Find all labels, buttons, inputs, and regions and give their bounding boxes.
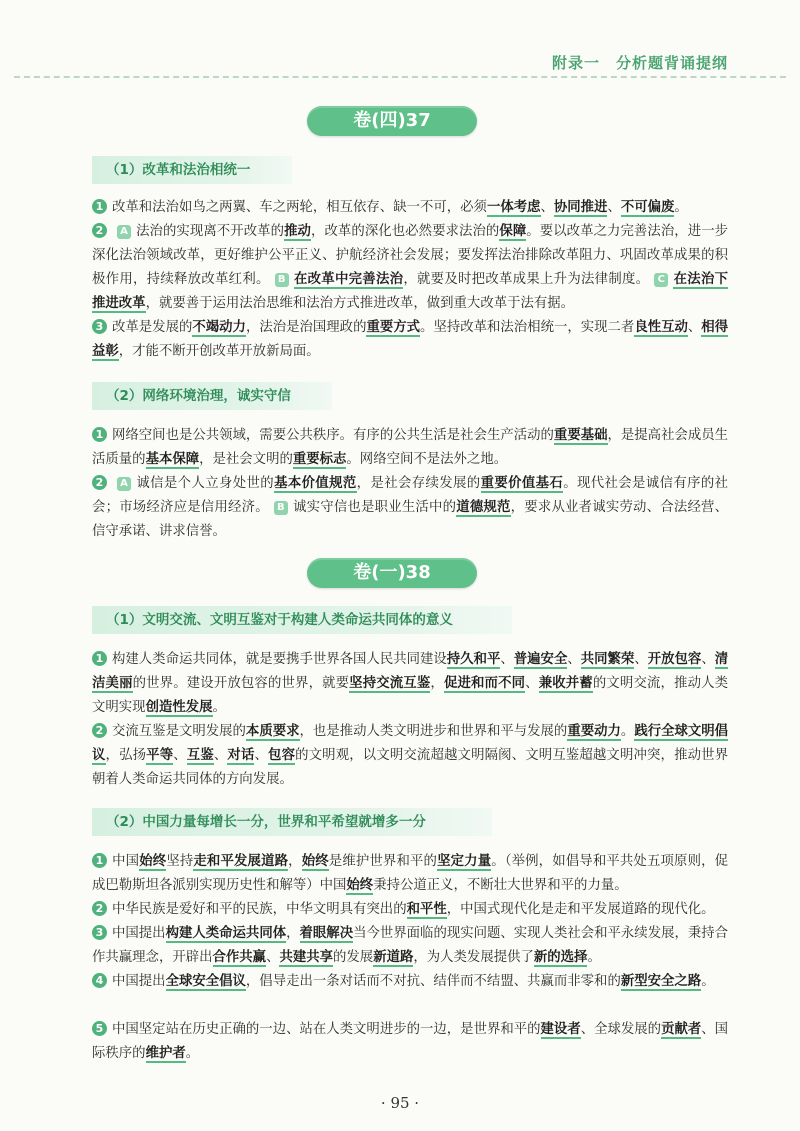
body-text: 。 xyxy=(212,700,226,715)
body-text: 。（举例，如倡导和平共处五项原则，促成巴勒斯坦各派别实现历史性和解等）中国 xyxy=(92,854,729,893)
body-text: 、 xyxy=(701,652,715,667)
body-text: 、 xyxy=(607,200,621,215)
body-text: 秉持公道正义，不断壮大世界和平的力量。 xyxy=(373,878,628,893)
body-text: ，弘扬 xyxy=(105,748,147,763)
paragraph xyxy=(92,1018,728,1066)
keyword: 重要标志 xyxy=(292,452,347,467)
item-number-badge: 1 xyxy=(92,199,107,214)
body-text: 、全球发展的 xyxy=(580,1022,662,1037)
body-text: 交流互鉴是文明发展的 xyxy=(112,724,246,739)
item-number-badge: 2 xyxy=(92,475,107,490)
section-heading: （1）改革和法治相统一 xyxy=(92,156,292,184)
keyword: 维护者 xyxy=(145,1046,186,1061)
body-text: 。 xyxy=(674,200,688,215)
keyword: 合作共赢 xyxy=(212,950,267,965)
keyword: 相得益彰 xyxy=(92,320,729,359)
body-text: 。 xyxy=(701,974,715,989)
body-text: ，中国式现代化是走和平发展道路的现代化。 xyxy=(446,902,715,917)
body-text: 、 xyxy=(634,652,648,667)
body-text: ，改革的深化也必然要求法治的 xyxy=(311,224,500,239)
keyword: 基本价值规范 xyxy=(274,476,357,491)
paragraph xyxy=(92,720,728,792)
keyword: 不可偏废 xyxy=(620,200,675,215)
keyword: 新型安全之路 xyxy=(620,974,702,989)
keyword: 践行全球文明倡议 xyxy=(92,724,729,763)
body-text: 中国提出 xyxy=(112,926,166,941)
keyword: 包容 xyxy=(268,748,296,763)
point-tag: C xyxy=(654,273,668,287)
body-text: 、 xyxy=(567,652,581,667)
paragraph xyxy=(92,648,728,720)
running-header xyxy=(0,48,800,72)
keyword: 始终 xyxy=(301,854,329,869)
page-number: · 95 · xyxy=(380,1094,420,1112)
keyword: 坚持交流互鉴 xyxy=(349,676,431,691)
keyword: 始终 xyxy=(346,878,374,893)
body-text: 、 xyxy=(266,950,280,965)
keyword: 在改革中完善法治 xyxy=(293,272,404,287)
body-text: 网络空间也是公共领域，需要公共秩序。有序的公共生活是社会生产活动的 xyxy=(112,428,554,443)
item-number-badge: 1 xyxy=(92,651,107,666)
body-text: ，就要及时把改革成果上升为法律制度。 xyxy=(403,272,650,287)
item-number-badge: 3 xyxy=(92,925,107,940)
body-text: 、 xyxy=(213,748,228,763)
body-text: 的文明观，以文明交流超越文明隔阂、文明互鉴超越文明冲突，推动世界朝着人类命运共同体的方向发展。 xyxy=(92,748,729,787)
keyword: 保障 xyxy=(499,224,527,239)
item-number-badge: 2 xyxy=(92,723,107,738)
keyword: 本质要求 xyxy=(245,724,300,739)
paragraph xyxy=(92,196,728,220)
paragraph xyxy=(92,316,728,364)
keyword: 全球安全倡议 xyxy=(165,974,246,989)
body-text: ，是提高社会成员生活质量的 xyxy=(92,428,729,467)
body-text: ，才能不断开创改革开放新局面。 xyxy=(118,344,320,359)
section-heading: （1）文明交流、文明互鉴对于构建人类命运共同体的意义 xyxy=(92,606,512,634)
keyword: 互鉴 xyxy=(186,748,214,763)
paragraph xyxy=(92,850,728,898)
keyword: 走和平发展道路 xyxy=(193,854,289,869)
body-text: 改革和法治如鸟之两翼、车之两轮，相互依存、缺一不可，必须 xyxy=(112,200,487,215)
keyword: 新道路 xyxy=(373,950,414,965)
item-number-badge: 2 xyxy=(92,223,107,238)
point-tag: B xyxy=(274,501,288,515)
item-number-badge: 2 xyxy=(92,901,107,916)
keyword: 新的选择 xyxy=(533,950,588,965)
body-text: 。要以改革之力完善法治，进一步深化法治领域改革，更好维护公平正义、护航经济社会发展；要发挥法治排除改革阻力、巩固改革成果的积极作用，持续释放改革红利。 xyxy=(92,224,729,287)
body-text: ，倡导走出一条对话而不对抗、结伴而不结盟、共赢而非零和的 xyxy=(245,974,621,989)
item-number-badge: 1 xyxy=(92,427,107,442)
keyword: 始终 xyxy=(139,854,167,869)
body-text: 、国际秩序的 xyxy=(92,1022,729,1061)
body-text: 构建人类命运共同体，就是要携手世界各国人民共同建设 xyxy=(112,652,447,667)
keyword: 创造性发展 xyxy=(145,700,213,715)
item-number-badge: 5 xyxy=(92,1021,107,1036)
body-text: 、 xyxy=(500,652,514,667)
body-text: ，是社会文明的 xyxy=(199,452,293,467)
keyword: 推动 xyxy=(284,224,311,239)
keyword: 重要价值基石 xyxy=(480,476,564,491)
keyword: 协同推进 xyxy=(553,200,608,215)
keyword: 共同繁荣 xyxy=(580,652,635,667)
body-text: 。 xyxy=(620,724,635,739)
keyword: 重要方式 xyxy=(366,320,421,335)
point-tag: A xyxy=(117,477,131,491)
keyword: 一体考虑 xyxy=(486,200,541,215)
body-text: 。 xyxy=(587,950,601,965)
body-text: 、 xyxy=(173,748,187,763)
body-text: ，是社会存续发展的 xyxy=(356,476,481,491)
keyword: 重要动力 xyxy=(567,724,621,739)
body-text: ，要求从业者诚实劳动、合法经营、信守承诺、讲求信誉。 xyxy=(92,500,729,539)
keyword: 平等 xyxy=(146,748,174,763)
keyword: 在法治下推进改革 xyxy=(92,272,729,311)
keyword: 促进和而不同 xyxy=(443,676,526,691)
item-number-badge: 1 xyxy=(92,853,107,868)
body-text: ， xyxy=(288,854,302,869)
paragraph xyxy=(92,220,728,316)
unit-banner: 卷(四)37 xyxy=(307,106,477,136)
body-text: 、 xyxy=(687,320,702,335)
point-tag: B xyxy=(275,273,289,287)
keyword: 普遍安全 xyxy=(513,652,568,667)
keyword: 共建共享 xyxy=(279,950,334,965)
body-text: 的文明交流，推动人类文明实现 xyxy=(92,676,729,715)
keyword: 对话 xyxy=(227,748,255,763)
body-text: 的世界。建设开放包容的世界，就要 xyxy=(132,676,350,691)
body-text: 坚持 xyxy=(166,854,194,869)
body-text: 。网络空间不是法外之地。 xyxy=(346,452,508,467)
body-text: 中华民族是爱好和平的民族，中华文明具有突出的 xyxy=(112,902,407,917)
keyword: 清洁美丽 xyxy=(92,652,729,691)
body-text: 改革是发展的 xyxy=(112,320,193,335)
paragraph xyxy=(92,898,728,922)
item-number-badge: 4 xyxy=(92,973,107,988)
body-text: 、 xyxy=(254,748,269,763)
keyword: 基本保障 xyxy=(145,452,200,467)
body-text: 。 xyxy=(185,1046,200,1061)
body-text: 、 xyxy=(540,200,554,215)
body-text: 中国坚定站在历史正确的一边、站在人类文明进步的一边，是世界和平的 xyxy=(112,1022,541,1037)
paragraph xyxy=(92,424,728,472)
header-divider xyxy=(14,76,786,78)
body-text: 。坚持改革和法治相统一，实现二者 xyxy=(420,320,635,335)
section-heading: （2）网络环境治理，诚实守信 xyxy=(92,382,332,410)
running-title: 附录一 分析题背诵提纲 xyxy=(551,54,728,72)
unit-banner: 卷(一)38 xyxy=(307,558,477,588)
body-text: ，就要善于运用法治思维和法治方式推进改革，做到重大改革于法有据。 xyxy=(145,296,575,311)
keyword: 建设者 xyxy=(540,1022,581,1037)
keyword: 良性互动 xyxy=(634,320,688,335)
keyword: 不竭动力 xyxy=(192,320,246,335)
item-number-badge: 3 xyxy=(92,319,107,334)
section-heading: （2）中国力量每增长一分，世界和平希望就增多一分 xyxy=(92,808,492,836)
keyword: 重要基础 xyxy=(553,428,608,443)
body-text: 诚实守信也是职业生活中的 xyxy=(292,500,457,515)
keyword: 和平性 xyxy=(406,902,447,917)
keyword: 持久和平 xyxy=(446,652,501,667)
keyword: 道德规范 xyxy=(456,500,511,515)
body-text: 的发展 xyxy=(333,950,374,965)
body-text: 。现代社会是诚信有序的社会；市场经济应是信用经济。 xyxy=(92,476,729,515)
point-tag: A xyxy=(117,225,131,239)
body-text: ， xyxy=(286,926,300,941)
body-text: 法治的实现离不开改革的 xyxy=(136,224,285,239)
body-text: 是维护世界和平的 xyxy=(328,854,438,869)
body-text: 当今世界面临的现实问题、实现人类社会和平永续发展，秉持合作共赢理念，开辟出 xyxy=(92,926,729,965)
keyword: 着眼解决 xyxy=(299,926,354,941)
keyword: 贡献者 xyxy=(661,1022,702,1037)
keyword: 开放包容 xyxy=(647,652,702,667)
body-text: 中国 xyxy=(112,854,140,869)
body-text: 、 xyxy=(525,676,539,691)
body-text: ，也是推动人类文明进步和世界和平与发展的 xyxy=(299,724,568,739)
keyword: 坚定力量 xyxy=(437,854,492,869)
keyword: 构建人类命运共同体 xyxy=(165,926,287,941)
body-text: ， xyxy=(430,676,444,691)
body-text: ，为人类发展提供了 xyxy=(413,950,534,965)
paragraph xyxy=(92,970,728,994)
paragraph xyxy=(92,472,728,544)
paragraph xyxy=(92,922,728,970)
body-text: 诚信是个人立身处世的 xyxy=(136,476,275,491)
body-text: 中国提出 xyxy=(112,974,166,989)
body-text: ，法治是治国理政的 xyxy=(245,320,367,335)
keyword: 兼收并蓄 xyxy=(538,676,593,691)
